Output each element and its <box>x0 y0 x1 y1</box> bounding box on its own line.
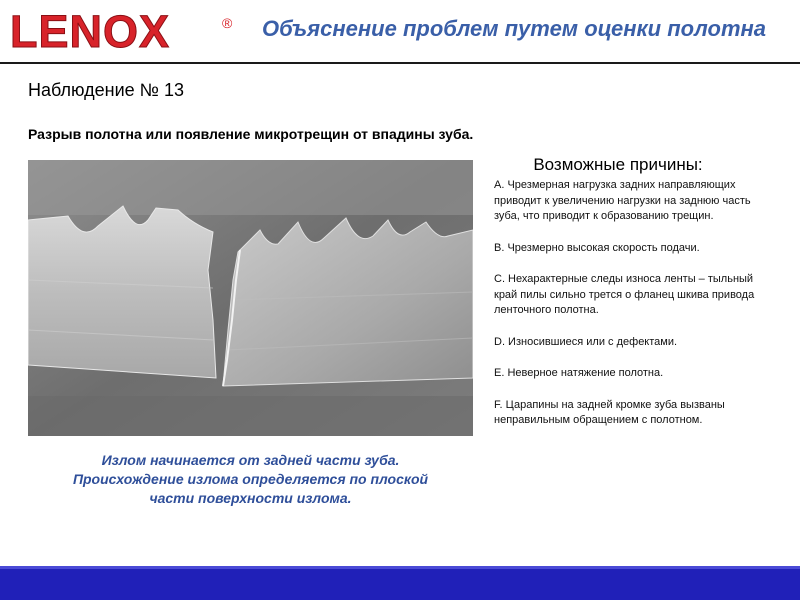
cause-item-d: D. Износившиеся или с дефектами. <box>494 335 678 348</box>
registered-mark: ® <box>222 15 233 31</box>
causes-list <box>494 178 756 445</box>
caption-line: Излом начинается от задней части зуба. <box>101 452 400 468</box>
observation-heading: Наблюдение № 13 <box>28 80 184 100</box>
caption-line: Происхождение излома определяется по плоской <box>72 471 429 487</box>
cause-item-f: F. Царапины на задней кромке зуба вызваны неправильным обращением с полотном. <box>494 398 725 426</box>
cause-item-e: E. Неверное натяжение полотна. <box>494 367 664 379</box>
cause-item-c: C. Нехарактерные следы износа ленты – тыльный край пилы сильно трется о фланец шкива привода ленточного полотна. <box>494 273 755 316</box>
lenox-logo <box>8 6 240 56</box>
cause-item-a: A. Чрезмерная нагрузка задних направляющих приводит к увеличению нагрузки на заднюю часть зуба, что приводит к образованию трещин. <box>494 179 751 222</box>
logo-wordmark: LENOX <box>10 6 171 56</box>
footer-bar-accent <box>0 566 800 569</box>
broken-blade-photo <box>28 160 473 436</box>
caption-line: части поверхности излома. <box>149 490 352 506</box>
footer-bar <box>0 566 800 600</box>
header-divider <box>0 62 800 64</box>
cause-item-b: B. Чрезмерно высокая скорость подачи. <box>494 241 700 254</box>
photo-caption <box>28 451 473 508</box>
observation-subtitle: Разрыв полотна или появление микротрещин от впадины зуба. <box>28 126 474 142</box>
page-title: Объяснение проблем путем оценки полотна <box>262 16 767 41</box>
causes-heading: Возможные причины: <box>533 155 703 174</box>
